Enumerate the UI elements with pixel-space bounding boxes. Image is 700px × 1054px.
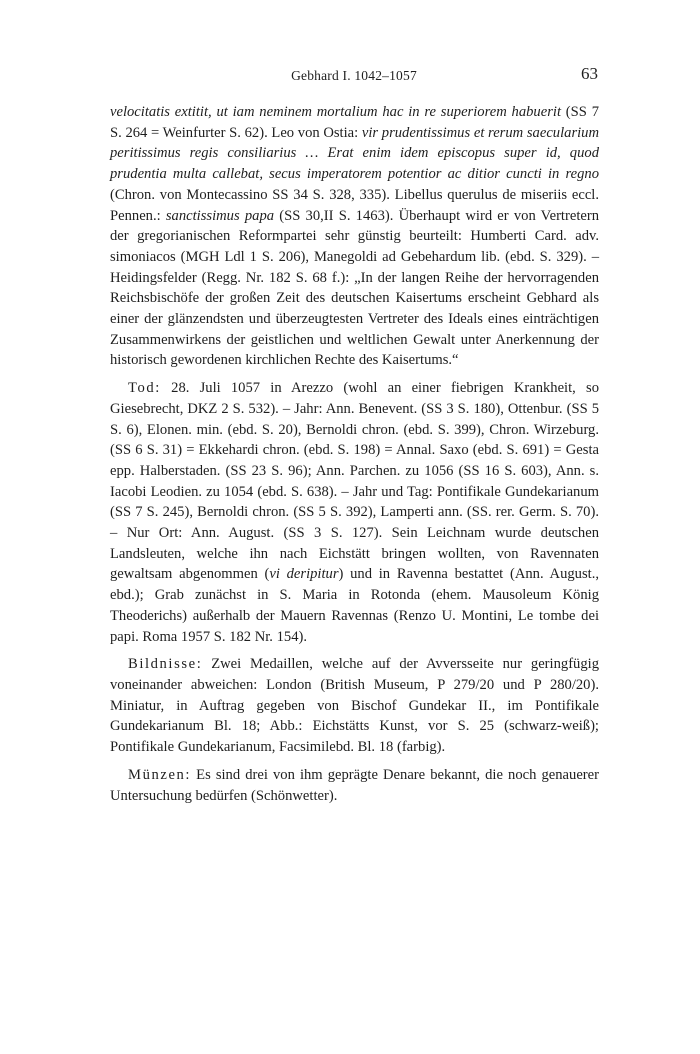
running-title: Gebhard I. 1042–1057: [291, 68, 417, 83]
text-run: (SS 30,II S. 1463). Überhaupt wird er von Vertretern der gregorianischen Reformpartei sehr günstig beurteilt: Humberti Card. adv. simoniacos (MGH Ldl 1 S. 206), Manegoldi ad Gebehardum lib. (ebd. S. 329). – Heidingsfelder (Regg. Nr. 182 S. 68 f.): „In der langen Reihe der hervorragenden Reichsbischöfe der großen Zeit des deutschen Kaisertums erscheint Gebhard als einer der glänzendsten und überzeugtesten Vertreter des Ideals eines einträchtigen Zusammenwirkens der geistlichen und weltlichen Gewalt unter Anerkennung der historisch gewordenen kirchlichen Rechte des Kaisertums.“: [110, 207, 600, 369]
body-text: [110, 102, 599, 806]
latin-quote: vir prudentissimus et rerum saecularium peritissimus regis consiliarius … Erat enim idem episcopus super id, quod prudentia multa callebat, secus imperatorem potentior ac ditior cuncti in regno: [110, 124, 600, 183]
latin-quote: velocitatis extitit, ut iam neminem mortalium hac in re superiorem habuerit: [110, 104, 561, 120]
section-label-portraits: Bildnisse:: [128, 656, 203, 673]
text-run: 28. Juli 1057 in Arezzo (wohl an einer fiebrigen Krankheit, so Giesebrecht, DKZ 2 S. 532). – Jahr: Ann. Benevent. (SS 3 S. 180), Ottenbur. (SS 5 S. 6), Elonen. min. (ebd. S. 20), Bernoldi chron. (ebd. S. 399), Chron. Wirzeburg. (SS 6 S. 31) = Ekkehardi chron. (ebd. S. 198) = Annal. Saxo (ebd. S. 691) = Gesta epp. Halberstaden. (SS 23 S. 96); Ann. Parchen. zu 1056 (SS 16 S. 603), Ann. s. Iacobi Leodien. zu 1054 (ebd. S. 638). – Jahr und Tag: Pontifikale Gundekarianum (SS 7 S. 245), Bernoldi chron. (SS 5 S. 392), Lamperti ann. (SS. rer. Germ. S. 70). – Nur Ort: Ann. August. (SS 3 S. 127). Sein Leichnam wurde deutschen Landsleuten, welche ihn nach Eichstätt bringen wollten, von Ravennaten gewaltsam abgenommen (: [110, 380, 599, 583]
latin-quote: sanctissimus papa: [165, 207, 275, 224]
paragraph-death: [110, 378, 599, 647]
text-run: Zwei Medaillen, welche auf der Avversseite nur geringfügig voneinander abweichen: London (British Museum, P 279/20 und P 280/20). Miniatur, in Auftrag gegeben von Bischof Gundekar II., im Pontifikale Gundekarianum Bl. 18; Abb.: Eichstätts Kunst, vor S. 25 (schwarz-weiß); Pontifikale Gundekarianum, Facsimilebd. Bl. 18 (farbig).: [110, 656, 599, 756]
section-label-death: Tod:: [128, 380, 161, 397]
section-label-coins: Münzen:: [128, 766, 192, 783]
running-head: [110, 64, 598, 88]
paragraph-assessment: [110, 102, 599, 371]
latin-quote: vi deripitur: [269, 566, 339, 583]
text-run: (Chron. von Montecassino SS 34 S. 328, 335). Libellus querulus de miseriis eccl. Pennen.:: [110, 186, 599, 224]
text-run: ) und in Ravenna bestattet (Ann. August., ebd.); Grab zunächst in S. Maria in Rotonda (ehem. Mausoleum König Theoderichs) außerhalb der Mauern Ravennas (Renzo U. Montini, Le tombe dei papi. Roma 1957 S. 182 Nr. 154).: [110, 566, 599, 645]
text-run: Es sind drei von ihm geprägte Denare bekannt, die noch genauerer Untersuchung bedürfen (Schönwetter).: [110, 766, 599, 804]
text-run: (SS 7 S. 264 = Weinfurter S. 62). Leo von Ostia:: [110, 104, 599, 141]
paragraph-coins: [110, 765, 599, 806]
paragraph-portraits: [110, 654, 599, 758]
page-number: 63: [581, 64, 598, 83]
